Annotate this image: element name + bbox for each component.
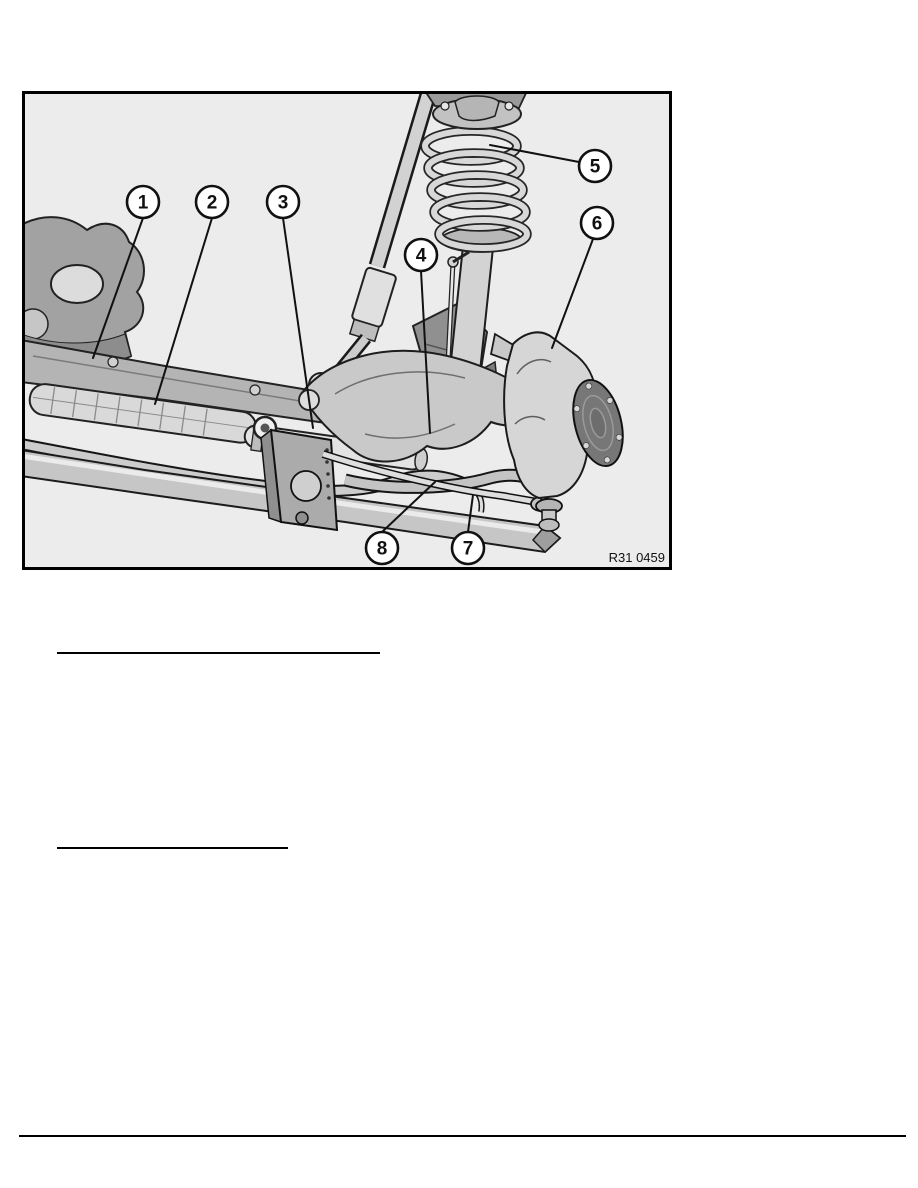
callout-8-label: 8	[376, 538, 388, 560]
callout-1	[127, 186, 159, 218]
callout-2-label: 2	[206, 192, 218, 214]
section-heading-rule-2	[57, 847, 288, 849]
callout-2	[196, 186, 228, 218]
callout-6-label: 6	[591, 213, 603, 235]
callout-8	[366, 532, 398, 564]
callout-3-label: 3	[277, 192, 289, 214]
callout-6	[581, 207, 613, 239]
callout-7	[452, 532, 484, 564]
suspension-diagram	[25, 94, 669, 567]
callout-4-label: 4	[415, 245, 427, 267]
callout-3	[267, 186, 299, 218]
figure-frame	[22, 91, 672, 570]
section-heading-rule-1	[57, 652, 380, 654]
callout-1-label: 1	[137, 192, 149, 214]
footer-rule	[19, 1135, 906, 1137]
callout-7-label: 7	[462, 538, 474, 560]
callout-5	[579, 150, 611, 182]
callout-4	[405, 239, 437, 271]
callout-5-label: 5	[589, 156, 601, 178]
control-arm-bracket-shape	[261, 430, 337, 530]
figure-ref-code: R31 0459	[608, 550, 665, 565]
